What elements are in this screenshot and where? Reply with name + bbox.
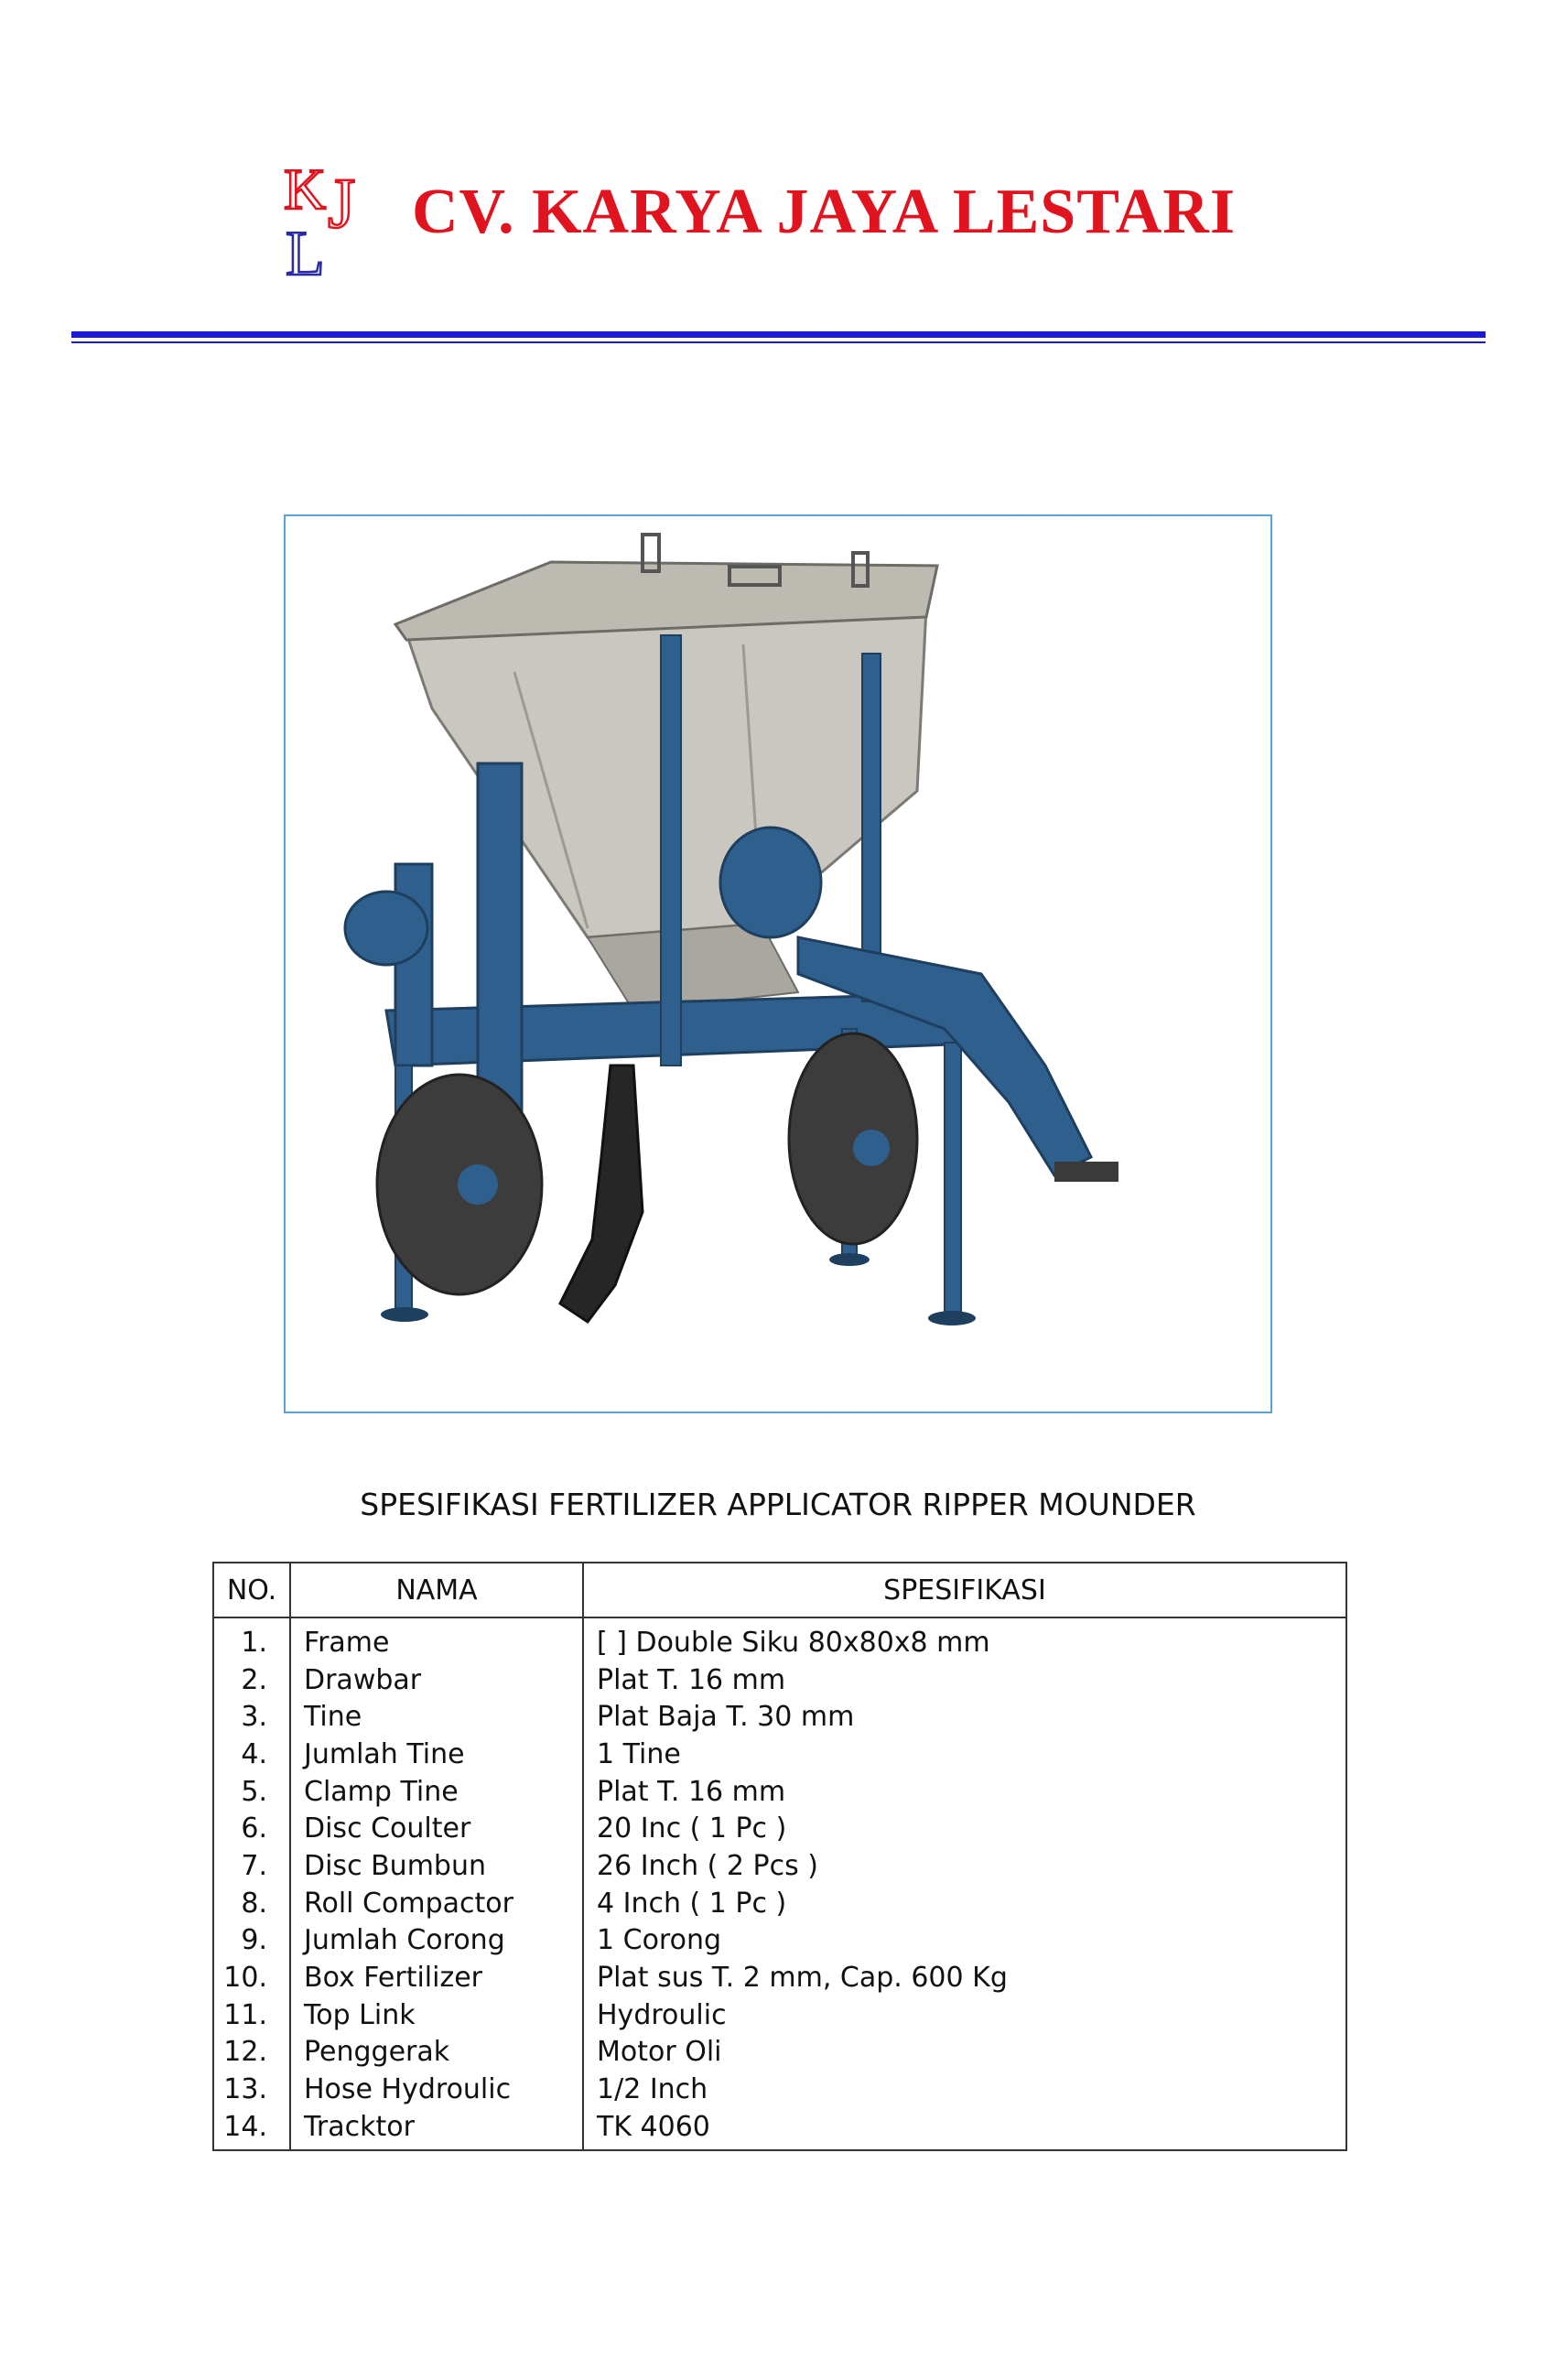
cell-nama: Top Link bbox=[290, 1996, 583, 2034]
cell-nama: Box Fertilizer bbox=[290, 1959, 583, 1996]
cell-nama: Drawbar bbox=[290, 1661, 583, 1699]
table-row bbox=[213, 2071, 1346, 2108]
letterhead bbox=[0, 0, 1556, 366]
cell-no: 8. bbox=[213, 1885, 290, 1922]
cell-spesifikasi: Plat Baja T. 30 mm bbox=[583, 1698, 1346, 1736]
cell-nama: Frame bbox=[290, 1617, 583, 1661]
cell-no: 6. bbox=[213, 1810, 290, 1847]
cell-no: 1. bbox=[213, 1617, 290, 1661]
cell-spesifikasi: Plat sus T. 2 mm, Cap. 600 Kg bbox=[583, 1959, 1346, 1996]
hydraulic-motor bbox=[345, 892, 427, 965]
table-row bbox=[213, 1661, 1346, 1699]
cell-nama: Disc Coulter bbox=[290, 1810, 583, 1847]
cell-nama: Penggerak bbox=[290, 2034, 583, 2072]
gearbox bbox=[720, 828, 821, 937]
cell-spesifikasi: 1 Tine bbox=[583, 1736, 1346, 1773]
table-header-row bbox=[213, 1563, 1346, 1617]
cell-spesifikasi: [ ] Double Siku 80x80x8 mm bbox=[583, 1617, 1346, 1661]
table-row bbox=[213, 2108, 1346, 2150]
cell-no: 7. bbox=[213, 1847, 290, 1885]
cell-no: 12. bbox=[213, 2034, 290, 2072]
logo-letter-l: L bbox=[286, 219, 325, 284]
header-spesifikasi: SPESIFIKASI bbox=[583, 1563, 1346, 1617]
cell-spesifikasi: Hydroulic bbox=[583, 1996, 1346, 2034]
header-nama: NAMA bbox=[290, 1563, 583, 1617]
cell-no: 14. bbox=[213, 2108, 290, 2150]
cell-nama: Jumlah Corong bbox=[290, 1922, 583, 1960]
table-row bbox=[213, 1922, 1346, 1960]
cell-nama: Tine bbox=[290, 1698, 583, 1736]
cell-no: 5. bbox=[213, 1773, 290, 1811]
cell-no: 2. bbox=[213, 1661, 290, 1699]
cell-nama: Disc Bumbun bbox=[290, 1847, 583, 1885]
table-row bbox=[213, 1959, 1346, 1996]
table-row bbox=[213, 1698, 1346, 1736]
table-row bbox=[213, 1810, 1346, 1847]
machine-illustration bbox=[286, 516, 1270, 1412]
cell-no: 4. bbox=[213, 1736, 290, 1773]
cell-spesifikasi: Motor Oli bbox=[583, 2034, 1346, 2072]
cell-no: 10. bbox=[213, 1959, 290, 1996]
cell-no: 13. bbox=[213, 2071, 290, 2108]
table-row bbox=[213, 1996, 1346, 2034]
table-row bbox=[213, 1885, 1346, 1922]
product-photo bbox=[284, 514, 1272, 1413]
table-row bbox=[213, 1736, 1346, 1773]
cell-spesifikasi: Plat T. 16 mm bbox=[583, 1661, 1346, 1699]
cell-nama: Tracktor bbox=[290, 2108, 583, 2150]
ripper-tine bbox=[560, 1066, 643, 1322]
disc-bumbun-right bbox=[789, 1033, 917, 1244]
table-row bbox=[213, 1773, 1346, 1811]
cell-spesifikasi: 1 Corong bbox=[583, 1922, 1346, 1960]
cell-no: 3. bbox=[213, 1698, 290, 1736]
cell-nama: Jumlah Tine bbox=[290, 1736, 583, 1773]
spec-table bbox=[212, 1562, 1347, 2151]
cell-no: 9. bbox=[213, 1922, 290, 1960]
spec-title: SPESIFIKASI FERTILIZER APPLICATOR RIPPER MOUNDER bbox=[360, 1487, 1196, 1522]
table-row bbox=[213, 1617, 1346, 1661]
cell-spesifikasi: TK 4060 bbox=[583, 2108, 1346, 2150]
cell-no: 11. bbox=[213, 1996, 290, 2034]
company-name: CV. KARYA JAYA LESTARI bbox=[412, 177, 1237, 247]
logo-letter-j: J bbox=[328, 163, 356, 243]
table-row bbox=[213, 1847, 1346, 1885]
cell-nama: Clamp Tine bbox=[290, 1773, 583, 1811]
logo-letter-k: K bbox=[284, 157, 327, 222]
cell-nama: Roll Compactor bbox=[290, 1885, 583, 1922]
header-no: NO. bbox=[213, 1563, 290, 1617]
header-divider bbox=[71, 331, 1486, 338]
table-row bbox=[213, 2034, 1346, 2072]
cell-spesifikasi: 1/2 Inch bbox=[583, 2071, 1346, 2108]
cell-nama: Hose Hydroulic bbox=[290, 2071, 583, 2108]
cell-spesifikasi: 26 Inch ( 2 Pcs ) bbox=[583, 1847, 1346, 1885]
spec-table-body bbox=[213, 1617, 1346, 2150]
company-logo bbox=[275, 156, 394, 284]
cell-spesifikasi: Plat T. 16 mm bbox=[583, 1773, 1346, 1811]
header-divider-thin bbox=[71, 341, 1486, 343]
cell-spesifikasi: 20 Inc ( 1 Pc ) bbox=[583, 1810, 1346, 1847]
cell-spesifikasi: 4 Inch ( 1 Pc ) bbox=[583, 1885, 1346, 1922]
